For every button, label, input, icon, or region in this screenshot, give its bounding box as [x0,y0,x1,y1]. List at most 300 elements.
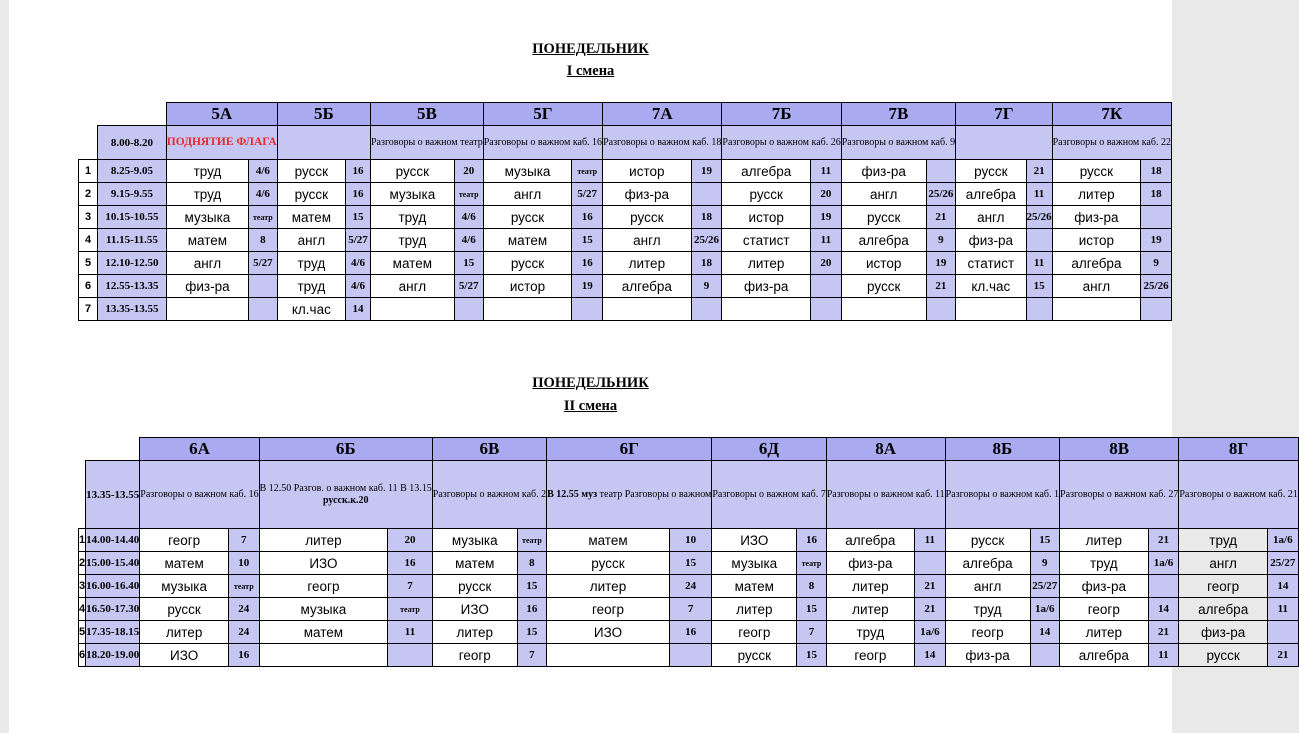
subject-cell: труд [371,206,455,229]
subject-cell: литер [547,575,670,598]
subject-cell: музыка [166,206,248,229]
subject-cell: литер [432,621,517,644]
room-cell: 4/6 [454,206,483,229]
subject-cell: русск [277,160,345,183]
room-cell: 8 [517,552,546,575]
lesson-time: 9.15-9.55 [98,183,167,206]
header-note-text: В 12.50 Разгов. о важном каб. 11 В 13.15 [259,482,432,494]
room-cell: 7 [797,621,826,644]
room-cell: 10 [669,529,712,552]
subject-cell: русск [140,598,229,621]
header-note [277,126,370,160]
subject-cell: статист [722,229,811,252]
lesson-time: 15.00-15.40 [86,552,140,575]
room-cell: 15 [797,644,826,667]
room-cell: 5/27 [454,275,483,298]
subject-cell: матем [140,552,229,575]
subject-cell: русск [841,206,926,229]
header-note-text: Разговоры о важном каб. 2 [432,488,547,500]
subject-cell: русск [945,529,1030,552]
day-title-2: ПОНЕДЕЛЬНИК [532,375,649,391]
subject-cell: русск [712,644,797,667]
subject-cell: англ [603,229,692,252]
subject-cell: алгебра [1052,252,1141,275]
room-cell: 16 [228,644,259,667]
subject-cell: физ-ра [722,275,811,298]
subject-cell [483,298,572,321]
header-note-bold: В 12.55 муз [547,488,598,500]
lesson-time: 11.15-11.55 [98,229,167,252]
class-header: 8Г [1179,438,1298,461]
lesson-row [79,529,1299,552]
subject-cell: алгебра [945,552,1030,575]
class-header: 7В [841,103,955,126]
class-header: 5Г [483,103,602,126]
room-cell [691,183,722,206]
room-cell: 16 [797,529,826,552]
header-note-bold: русск.к.20 [322,494,369,506]
room-cell: театр [572,160,603,183]
subject-cell: англ [1052,275,1141,298]
room-cell: 21 [1148,621,1179,644]
subject-cell: физ-ра [956,229,1026,252]
subject-cell: физ-ра [603,183,692,206]
room-cell [572,298,603,321]
room-cell: 18 [691,206,722,229]
lesson-number: 1 [79,529,86,552]
subject-cell: англ [1179,552,1268,575]
room-cell: 8 [249,229,278,252]
room-cell: 24 [228,621,259,644]
subject-cell: литер [603,252,692,275]
room-cell: 4/6 [346,252,371,275]
subject-cell: музыка [712,552,797,575]
room-cell: 15 [517,621,546,644]
subject-cell: матем [371,252,455,275]
subject-cell: матем [547,529,670,552]
subject-cell: ИЗО [547,621,670,644]
class-header: 8В [1060,438,1179,461]
room-cell: 15 [797,598,826,621]
blank-cell [79,438,140,461]
lesson-number: 6 [79,275,98,298]
header-note: Разговоры о важном каб. 18 [603,126,722,160]
room-cell: 19 [811,206,842,229]
class-header: 6Г [547,438,712,461]
lesson-number: 3 [79,575,86,598]
subject-cell: геогр [140,529,229,552]
subject-cell: труд [166,183,248,206]
subject-cell: матем [259,621,388,644]
subject-cell: русск [547,552,670,575]
subject-cell: англ [483,183,572,206]
room-cell: 20 [454,160,483,183]
subject-cell: алгебра [956,183,1026,206]
room-cell: 25/26 [926,183,956,206]
subject-cell: литер [259,529,388,552]
lesson-row [79,275,1172,298]
room-cell: 21 [1026,160,1052,183]
room-cell: 11 [1026,252,1052,275]
subject-cell: алгебра [722,160,811,183]
room-cell: 25/26 [1026,206,1052,229]
room-cell: театр [454,183,483,206]
subject-cell: алгебра [1179,598,1268,621]
subject-cell: литер [1060,621,1149,644]
room-cell [915,552,946,575]
room-cell: 21 [926,206,956,229]
room-cell: 15 [517,575,546,598]
header-note: ПОДНЯТИЕ ФЛАГА [166,126,277,160]
class-header-row [79,438,1299,461]
header-note [712,461,826,529]
class-header: 8Б [945,438,1059,461]
lesson-time: 18.20-19.00 [86,644,140,667]
lesson-time: 17.35-18.15 [86,621,140,644]
subject-cell: матем [712,575,797,598]
room-cell: театр [249,206,278,229]
lesson-number: 1 [79,160,98,183]
header-time: 13.35-13.55 [86,461,140,529]
subject-cell: англ [277,229,345,252]
room-cell [1148,575,1179,598]
subject-cell: литер [826,575,914,598]
subject-cell: англ [956,206,1026,229]
subject-cell [956,298,1026,321]
lesson-number: 2 [79,183,98,206]
subject-cell: матем [432,552,517,575]
room-cell [249,298,278,321]
room-cell: 15 [572,229,603,252]
subject-cell: русск [603,206,692,229]
subject-cell: геогр [826,644,914,667]
room-cell [669,644,712,667]
room-cell: 14 [915,644,946,667]
lesson-time: 12.55-13.35 [98,275,167,298]
subject-cell [259,644,388,667]
room-cell [1141,298,1172,321]
room-cell: 16 [572,206,603,229]
subject-cell: музыка [432,529,517,552]
subject-cell: литер [722,252,811,275]
room-cell: 7 [388,575,433,598]
room-cell [1030,644,1060,667]
room-cell [811,298,842,321]
room-cell: 14 [1030,621,1060,644]
subject-cell: матем [483,229,572,252]
lesson-row [79,206,1172,229]
class-header: 6Б [259,438,432,461]
room-cell: 20 [811,252,842,275]
room-cell: 21 [915,575,946,598]
subject-cell: англ [841,183,926,206]
room-cell [1267,621,1298,644]
header-note [826,461,945,529]
subject-cell: русск [1179,644,1268,667]
subject-cell: алгебра [603,275,692,298]
lesson-row [79,183,1172,206]
room-cell: 14 [346,298,371,321]
header-time: 8.00-8.20 [98,126,167,160]
room-cell: 15 [346,206,371,229]
subject-cell: кл.час [277,298,345,321]
class-header: 6А [140,438,259,461]
subject-cell: музыка [140,575,229,598]
room-cell [454,298,483,321]
header-note [1179,461,1298,529]
header-note-text: Разговоры о важном каб. 27 [1060,488,1179,500]
room-cell [249,275,278,298]
room-cell: 11 [811,229,842,252]
subject-cell: ИЗО [712,529,797,552]
subject-cell: русск [956,160,1026,183]
class-header: 7Г [956,103,1053,126]
header-note [1060,461,1179,529]
subject-cell: музыка [483,160,572,183]
subject-cell: англ [945,575,1030,598]
room-cell [1141,206,1172,229]
subject-cell: геогр [1060,598,1149,621]
room-cell: 1а/6 [915,621,946,644]
room-cell: 16 [572,252,603,275]
class-header: 5В [371,103,484,126]
lesson-row [79,552,1299,575]
subject-cell: музыка [371,183,455,206]
room-cell: 5/27 [346,229,371,252]
subject-cell: физ-ра [1052,206,1141,229]
subject-cell: русск [1052,160,1141,183]
room-cell: 16 [669,621,712,644]
subject-cell: литер [140,621,229,644]
lesson-number: 4 [79,229,98,252]
room-cell: 20 [811,183,842,206]
room-cell: 4/6 [249,160,278,183]
header-note [956,126,1053,160]
lesson-time: 16.00-16.40 [86,575,140,598]
subject-cell: труд [277,275,345,298]
subject-cell [166,298,248,321]
room-cell: театр [517,529,546,552]
subject-cell: истор [841,252,926,275]
subject-cell: труд [371,229,455,252]
header-note-text: Разговоры о важном каб. 11 [826,488,945,500]
room-cell: 7 [669,598,712,621]
subject-cell [841,298,926,321]
room-cell: 7 [228,529,259,552]
shift-title-2: II смена [563,398,618,414]
room-cell: 18 [691,252,722,275]
header-note-text: Разговоры о важном каб. 21 [1179,488,1298,500]
subject-cell [603,298,692,321]
room-cell: 14 [1148,598,1179,621]
lesson-number: 4 [79,598,86,621]
blank-cell [79,103,167,126]
subject-cell: геогр [259,575,388,598]
room-cell: 25/26 [691,229,722,252]
room-cell: 5/27 [249,252,278,275]
lesson-number: 5 [79,621,86,644]
header-note [547,461,712,529]
header-note-text: Разговоры о важном каб. 16 [140,488,259,500]
subject-cell: литер [826,598,914,621]
subject-cell: геогр [432,644,517,667]
subject-cell: русск [722,183,811,206]
header-note-text: театр Разговоры о важном [599,488,712,500]
blank-cell [79,461,86,529]
room-cell: 18 [1141,183,1172,206]
subject-cell: алгебра [826,529,914,552]
subject-cell: физ-ра [166,275,248,298]
room-cell: 11 [811,160,842,183]
notes-row [79,126,1172,160]
room-cell: 15 [669,552,712,575]
subject-cell: русск [432,575,517,598]
schedule-page [9,0,1298,733]
class-header: 5А [166,103,277,126]
subject-cell [722,298,811,321]
room-cell: 8 [797,575,826,598]
room-cell: 11 [1267,598,1298,621]
class-header: 6Д [712,438,826,461]
room-cell: 11 [915,529,946,552]
blank-cell [79,126,98,160]
subject-cell: физ-ра [1179,621,1268,644]
room-cell: 7 [517,644,546,667]
subject-cell: русск [371,160,455,183]
subject-cell: русск [483,252,572,275]
subject-cell: геогр [712,621,797,644]
header-note: Разговоры о важном каб. 16 [483,126,602,160]
lesson-time: 13.35-13.55 [98,298,167,321]
subject-cell: русск [483,206,572,229]
subject-cell [371,298,455,321]
room-cell: 1а/6 [1148,552,1179,575]
subject-cell: кл.час [956,275,1026,298]
subject-cell: англ [371,275,455,298]
subject-cell: истор [722,206,811,229]
room-cell: 19 [926,252,956,275]
subject-cell: ИЗО [140,644,229,667]
subject-cell: русск [277,183,345,206]
header-note [432,461,546,529]
subject-cell: геогр [1179,575,1268,598]
room-cell: 15 [1030,529,1060,552]
subject-cell [547,644,670,667]
subject-cell: музыка [259,598,388,621]
header-note: Разговоры о важном каб. 22 [1052,126,1171,160]
schedule-table-shift-1 [78,102,1172,321]
room-cell: 18 [1141,160,1172,183]
room-cell: 19 [572,275,603,298]
lesson-number: 5 [79,252,98,275]
lesson-time: 12.10-12.50 [98,252,167,275]
room-cell: 4/6 [454,229,483,252]
room-cell: 21 [926,275,956,298]
room-cell: 25/27 [1267,552,1298,575]
lesson-row [79,229,1172,252]
header-note-text: Разговоры о важном каб. 7 [712,488,826,500]
room-cell: 9 [926,229,956,252]
class-header: 7А [603,103,722,126]
room-cell: 11 [388,621,433,644]
header-note: Разговоры о важном каб. 9 [841,126,955,160]
subject-cell: труд [945,598,1030,621]
room-cell: 9 [691,275,722,298]
room-cell: 21 [1148,529,1179,552]
room-cell: 4/6 [249,183,278,206]
subject-cell: алгебра [1060,644,1149,667]
subject-cell: литер [1060,529,1149,552]
lesson-row [79,575,1299,598]
schedule-table-shift-2 [78,437,1299,667]
subject-cell: физ-ра [945,644,1030,667]
subject-cell: литер [1052,183,1141,206]
room-cell [388,644,433,667]
room-cell: 16 [517,598,546,621]
room-cell: 15 [454,252,483,275]
lesson-row [79,598,1299,621]
lesson-row [79,644,1299,667]
header-note [945,461,1059,529]
room-cell: 15 [1026,275,1052,298]
room-cell: 24 [669,575,712,598]
room-cell [811,275,842,298]
class-header: 5Б [277,103,370,126]
class-header: 7К [1052,103,1171,126]
lesson-number: 3 [79,206,98,229]
room-cell: 24 [228,598,259,621]
lesson-time: 14.00-14.40 [86,529,140,552]
header-note: Разговоры о важном каб. 26 [722,126,841,160]
lesson-number: 2 [79,552,86,575]
subject-cell: геогр [547,598,670,621]
subject-cell: ИЗО [432,598,517,621]
room-cell: 11 [1026,183,1052,206]
class-header-row [79,103,1172,126]
subject-cell: труд [166,160,248,183]
room-cell: 16 [346,160,371,183]
header-note [259,461,432,529]
header-note-text: Разговоры о важном каб. 1 [945,488,1060,500]
lesson-time: 8.25-9.05 [98,160,167,183]
room-cell [926,298,956,321]
subject-cell: физ-ра [841,160,926,183]
subject-cell: труд [826,621,914,644]
subject-cell: истор [483,275,572,298]
room-cell: 1а/6 [1030,598,1060,621]
lesson-row [79,298,1172,321]
subject-cell: матем [277,206,345,229]
lesson-number: 6 [79,644,86,667]
room-cell: 16 [346,183,371,206]
room-cell [1026,298,1052,321]
shift-title-1: I смена [566,63,615,79]
room-cell [691,298,722,321]
room-cell: 5/27 [572,183,603,206]
subject-cell: физ-ра [826,552,914,575]
room-cell: 19 [1141,229,1172,252]
subject-cell: литер [712,598,797,621]
lesson-number: 7 [79,298,98,321]
room-cell: 4/6 [346,275,371,298]
class-header: 7Б [722,103,841,126]
header-note: Разговоры о важном театр [371,126,484,160]
room-cell: 1а/6 [1267,529,1298,552]
room-cell: 16 [388,552,433,575]
lesson-row [79,160,1172,183]
subject-cell: матем [166,229,248,252]
subject-cell: истор [603,160,692,183]
